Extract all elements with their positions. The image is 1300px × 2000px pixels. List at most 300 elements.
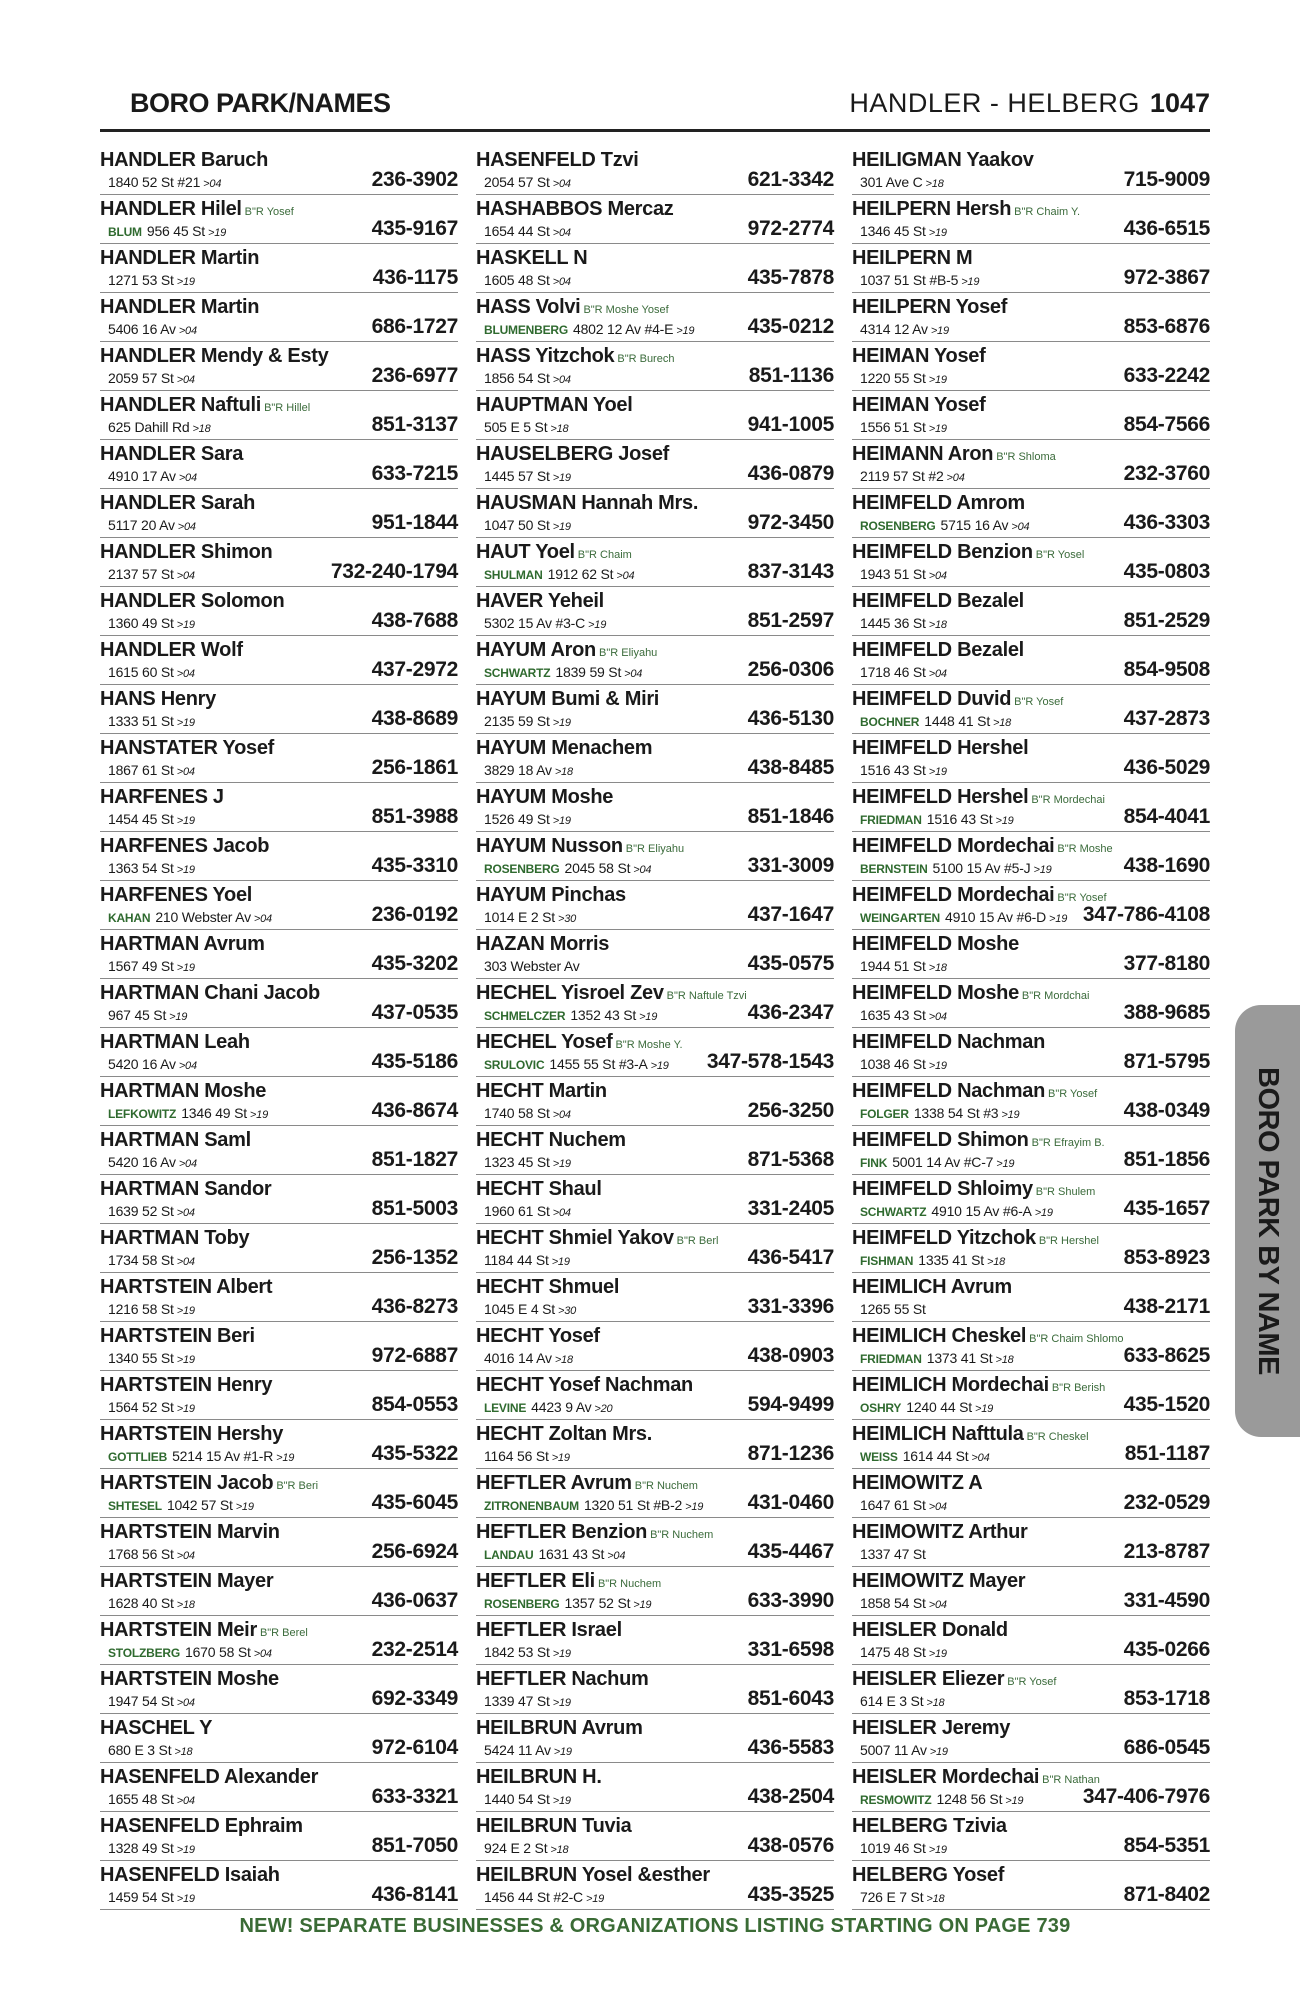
phone-number[interactable]: 438-8485 — [747, 756, 834, 779]
zip-suffix: >04 — [178, 325, 197, 337]
entry-name — [100, 1080, 266, 1102]
name-text: HAYUM Moshe — [476, 786, 614, 808]
listing-entry — [852, 489, 1210, 538]
entry-name — [476, 198, 673, 220]
zip-suffix: >04 — [203, 178, 222, 190]
entry-address — [484, 1546, 625, 1564]
listing-entry — [852, 685, 1210, 734]
zip-suffix: >19 — [551, 1256, 570, 1268]
listing-entry — [100, 783, 458, 832]
street-address: 1768 56 St — [108, 1546, 174, 1562]
name-text: HANDLER Shimon — [100, 541, 273, 563]
name-text: HEIMAN Yosef — [852, 345, 986, 367]
street-address: 1631 43 St — [538, 1546, 605, 1562]
phone-number[interactable]: 347-578-1543 — [706, 1050, 834, 1073]
phone-number[interactable]: 633-7215 — [371, 462, 458, 485]
phone-number[interactable]: 438-2171 — [1123, 1295, 1210, 1318]
name-text: HANDLER Hilel — [100, 198, 242, 220]
phone-number[interactable]: 213-8787 — [1123, 1540, 1210, 1563]
entry-address — [484, 517, 571, 535]
father-name: B"R Mordchai — [1021, 990, 1090, 1002]
entry-name — [476, 639, 657, 664]
listing-entry — [100, 1420, 458, 1469]
phone-number[interactable]: 851-1187 — [1124, 1442, 1210, 1465]
name-text: HASENFELD Alexander — [100, 1766, 319, 1788]
phone-number[interactable]: 436-0637 — [371, 1589, 458, 1612]
name-text: HEIMFELD Nachman — [852, 1080, 1046, 1102]
zip-suffix: >04 — [928, 570, 947, 582]
entry-name — [852, 1227, 1099, 1252]
phone-number[interactable]: 972-3450 — [747, 511, 834, 534]
phone-number[interactable]: 686-0545 — [1123, 1736, 1210, 1759]
name-text: HASKELL N — [476, 247, 588, 269]
zip-suffix: >19 — [1005, 1795, 1024, 1807]
zip-suffix: >19 — [1049, 913, 1068, 925]
phone-number[interactable]: 232-0529 — [1123, 1491, 1210, 1514]
phone-number[interactable]: 236-6977 — [371, 364, 458, 387]
father-name: B"R Moshe — [1057, 843, 1113, 855]
zip-suffix: >04 — [633, 864, 652, 876]
street-address: 1516 43 St — [926, 811, 993, 827]
zip-suffix: >04 — [176, 1697, 195, 1709]
entry-name — [100, 394, 310, 419]
zip-suffix: >19 — [650, 1060, 669, 1072]
listing-entry — [476, 587, 834, 636]
phone-number[interactable]: 256-1352 — [371, 1246, 458, 1269]
listing-entry — [476, 244, 834, 293]
phone-number[interactable]: 438-8689 — [371, 707, 458, 730]
phone-number[interactable]: 256-3250 — [747, 1099, 834, 1122]
phone-number[interactable]: 951-1844 — [371, 511, 458, 534]
phone-number[interactable]: 972-6104 — [371, 1736, 458, 1759]
name-text: HEILBRUN Tuvia — [476, 1815, 632, 1837]
street-address: 1654 44 St — [484, 223, 550, 239]
phone-number[interactable]: 854-9508 — [1123, 658, 1210, 681]
zip-suffix: >19 — [552, 815, 571, 827]
phone-number[interactable]: 972-3867 — [1123, 266, 1210, 289]
entry-address — [108, 1595, 195, 1613]
phone-number[interactable]: 437-0535 — [371, 1001, 458, 1024]
phone-number[interactable]: 331-3009 — [747, 854, 834, 877]
name-text: HEIMFELD Moshe — [852, 933, 1019, 955]
phone-number[interactable]: 236-0192 — [371, 903, 458, 926]
phone-number[interactable]: 435-3525 — [747, 1883, 834, 1906]
listing-entry — [100, 685, 458, 734]
listing-entry — [852, 587, 1210, 636]
street-address: 1856 54 St — [484, 370, 550, 386]
phone-number[interactable]: 437-2972 — [371, 658, 458, 681]
listing-entry — [100, 1371, 458, 1420]
phone-number[interactable]: 377-8180 — [1123, 952, 1210, 975]
entry-address — [484, 174, 571, 192]
phone-number[interactable]: 436-5130 — [747, 707, 834, 730]
phone-number[interactable]: 232-2514 — [371, 1638, 458, 1661]
phone-number[interactable]: 388-9685 — [1123, 1001, 1210, 1024]
phone-number[interactable]: 438-0349 — [1123, 1099, 1210, 1122]
street-address: 1944 51 St — [860, 958, 926, 974]
phone-number[interactable]: 633-2242 — [1123, 364, 1210, 387]
phone-number[interactable]: 435-1520 — [1123, 1393, 1210, 1416]
name-text: HARFENES Jacob — [100, 835, 270, 857]
entry-address — [860, 566, 947, 584]
phone-number[interactable]: 331-2405 — [747, 1197, 834, 1220]
entry-address — [484, 713, 571, 731]
page-range — [849, 88, 1210, 119]
phone-number[interactable]: 854-5351 — [1123, 1834, 1210, 1857]
entry-address — [484, 615, 606, 633]
name-text: HEISLER Donald — [852, 1619, 1008, 1641]
phone-number[interactable]: 851-2529 — [1123, 609, 1210, 632]
phone-number[interactable]: 436-6515 — [1123, 217, 1210, 240]
phone-number[interactable]: 436-1175 — [372, 266, 458, 289]
listing-entry — [476, 1175, 834, 1224]
phone-number[interactable]: 715-9009 — [1123, 168, 1210, 191]
name-text: HECHT Yosef Nachman — [476, 1374, 693, 1396]
phone-number[interactable]: 851-6043 — [747, 1687, 834, 1710]
street-address: 1220 55 St — [860, 370, 926, 386]
entry-address — [860, 517, 1029, 535]
zip-suffix: >19 — [928, 1844, 947, 1856]
entry-name — [100, 786, 224, 808]
phone-number[interactable]: 972-6887 — [371, 1344, 458, 1367]
phone-number[interactable]: 851-1856 — [1123, 1148, 1210, 1171]
phone-number[interactable]: 438-0903 — [747, 1344, 834, 1367]
phone-number[interactable]: 347-406-7976 — [1082, 1785, 1210, 1808]
listing-entry — [100, 832, 458, 881]
phone-number[interactable]: 851-7050 — [371, 1834, 458, 1857]
entry-name — [476, 1374, 693, 1396]
entry-name — [100, 1178, 271, 1200]
zip-suffix: >19 — [551, 1452, 570, 1464]
phone-number[interactable]: 732-240-1794 — [330, 560, 458, 583]
phone-number[interactable]: 431-0460 — [747, 1491, 834, 1514]
street-address: 1615 60 St — [108, 664, 174, 680]
entry-name — [100, 296, 259, 318]
phone-number[interactable]: 437-2873 — [1123, 707, 1210, 730]
name-text: HEIMFELD Hershel — [852, 737, 1029, 759]
name-text: HEIMFELD Shimon — [852, 1129, 1029, 1151]
listing-entry — [852, 1175, 1210, 1224]
listing-entry — [100, 146, 458, 195]
phone-number[interactable]: 594-9499 — [747, 1393, 834, 1416]
entry-address — [108, 615, 195, 633]
street-address: 1567 49 St — [108, 958, 174, 974]
listing-entry — [476, 440, 834, 489]
entry-name — [476, 1276, 619, 1298]
listing-entry — [476, 1224, 834, 1273]
entry-name — [852, 492, 1025, 514]
phone-number[interactable]: 972-2774 — [747, 217, 834, 240]
phone-number[interactable]: 435-4467 — [747, 1540, 834, 1563]
phone-number[interactable]: 436-8141 — [371, 1883, 458, 1906]
entry-address — [484, 1889, 604, 1907]
phone-number[interactable]: 854-4041 — [1123, 805, 1210, 828]
listing-entry — [852, 636, 1210, 685]
maiden-name: SCHWARTZ — [484, 666, 551, 680]
phone-number[interactable]: 347-786-4108 — [1082, 903, 1210, 926]
name-text: HARFENES J — [100, 786, 224, 808]
street-address: 1912 62 St — [547, 566, 614, 582]
zip-suffix: >19 — [930, 325, 949, 337]
phone-number[interactable]: 854-7566 — [1123, 413, 1210, 436]
phone-number[interactable]: 435-7878 — [747, 266, 834, 289]
entry-address — [860, 1448, 989, 1466]
entry-address — [860, 713, 1011, 731]
zip-suffix: >19 — [176, 815, 195, 827]
entry-name — [852, 1570, 1025, 1592]
phone-number[interactable]: 851-2597 — [747, 609, 834, 632]
phone-number[interactable]: 435-0212 — [747, 315, 834, 338]
street-address: 505 E 5 St — [484, 419, 548, 435]
listing-entry — [100, 1763, 458, 1812]
street-address: 1047 50 St — [484, 517, 550, 533]
entry-name — [852, 149, 1034, 171]
phone-number[interactable]: 436-3303 — [1123, 511, 1210, 534]
phone-number[interactable]: 256-0306 — [747, 658, 834, 681]
entry-address — [108, 909, 272, 927]
name-text: HEIMOWITZ A — [852, 1472, 983, 1494]
listing-entry — [476, 1028, 834, 1077]
entry-name — [100, 1227, 249, 1249]
listing-entry — [476, 1518, 834, 1567]
listing-entry — [476, 930, 834, 979]
entry-name — [476, 1668, 648, 1690]
listing-entry — [476, 783, 834, 832]
maiden-name: BOCHNER — [860, 715, 920, 729]
phone-number[interactable]: 851-1846 — [747, 805, 834, 828]
listing-entry — [852, 1616, 1210, 1665]
entry-name — [100, 345, 328, 367]
name-text: HEIMLICH Mordechai — [852, 1374, 1049, 1396]
street-address: 1867 61 St — [108, 762, 174, 778]
listing-entry — [100, 1077, 458, 1126]
phone-number[interactable]: 871-5795 — [1123, 1050, 1210, 1073]
phone-number[interactable]: 435-1657 — [1123, 1197, 1210, 1220]
phone-number[interactable]: 633-3321 — [371, 1785, 458, 1808]
zip-suffix: >04 — [552, 276, 571, 288]
phone-number[interactable]: 436-5417 — [747, 1246, 834, 1269]
entry-name — [100, 982, 320, 1004]
street-address: 1628 40 St — [108, 1595, 174, 1611]
column-2 — [476, 146, 834, 1910]
entry-address — [484, 1497, 703, 1515]
phone-number[interactable]: 621-3342 — [747, 168, 834, 191]
maiden-name: WEISS — [860, 1450, 898, 1464]
phone-number[interactable]: 436-8273 — [371, 1295, 458, 1318]
phone-number[interactable]: 435-6045 — [371, 1491, 458, 1514]
entry-address — [860, 174, 944, 192]
entry-address — [860, 615, 947, 633]
listing-entry — [476, 1763, 834, 1812]
street-address: 5424 11 Av — [484, 1742, 551, 1758]
listing-entry — [100, 1714, 458, 1763]
phone-number[interactable]: 435-3310 — [371, 854, 458, 877]
phone-number[interactable]: 692-3349 — [371, 1687, 458, 1710]
phone-number[interactable]: 436-0879 — [747, 462, 834, 485]
phone-number[interactable]: 232-3760 — [1123, 462, 1210, 485]
entry-name — [476, 590, 604, 612]
phone-number[interactable]: 436-8674 — [371, 1099, 458, 1122]
phone-number[interactable]: 851-1136 — [748, 364, 834, 387]
zip-suffix: >04 — [928, 1501, 947, 1513]
phone-number[interactable]: 853-6876 — [1123, 315, 1210, 338]
entry-address — [860, 664, 947, 682]
father-name: B"R Berel — [259, 1627, 308, 1639]
entry-name — [100, 933, 265, 955]
entry-name — [476, 933, 609, 955]
zip-suffix: >19 — [633, 1599, 652, 1611]
entry-name — [100, 1276, 272, 1298]
phone-number[interactable]: 853-1718 — [1123, 1687, 1210, 1710]
entry-name — [852, 1619, 1008, 1641]
listing-entry — [852, 881, 1210, 930]
name-text: HARTMAN Avrum — [100, 933, 265, 955]
phone-number[interactable]: 438-7688 — [371, 609, 458, 632]
street-address: 726 E 7 St — [860, 1889, 924, 1905]
phone-number[interactable]: 851-5003 — [371, 1197, 458, 1220]
name-text: HEISLER Jeremy — [852, 1717, 1011, 1739]
phone-number[interactable]: 436-5029 — [1123, 756, 1210, 779]
phone-number[interactable]: 686-1727 — [371, 315, 458, 338]
entry-name — [852, 1717, 1010, 1739]
phone-number[interactable]: 256-6924 — [371, 1540, 458, 1563]
street-address: 1357 52 St — [564, 1595, 631, 1611]
phone-number[interactable]: 438-1690 — [1123, 854, 1210, 877]
listing-entry — [100, 1665, 458, 1714]
zip-suffix: >18 — [928, 962, 947, 974]
father-name: B"R Hershel — [1038, 1235, 1099, 1247]
entry-name — [100, 639, 243, 661]
name-text: HEIMFELD Mordechai — [852, 835, 1055, 857]
listing-entry — [852, 783, 1210, 832]
father-name: B"R Chaim — [577, 549, 632, 561]
phone-number[interactable]: 331-4590 — [1123, 1589, 1210, 1612]
listing-entry — [852, 930, 1210, 979]
entry-name — [476, 1619, 622, 1641]
listing-entry — [852, 1665, 1210, 1714]
phone-number[interactable]: 941-1005 — [747, 413, 834, 436]
phone-number[interactable]: 436-2347 — [747, 1001, 834, 1024]
street-address: 1556 51 St — [860, 419, 926, 435]
name-text: HEILBRUN H. — [476, 1766, 602, 1788]
zip-suffix: >19 — [176, 1844, 195, 1856]
maiden-name: SCHWARTZ — [860, 1205, 927, 1219]
name-text: HEIMFELD Benzion — [852, 541, 1033, 563]
entry-address — [860, 1350, 1014, 1368]
entry-name — [100, 590, 284, 612]
phone-number[interactable]: 435-3202 — [371, 952, 458, 975]
zip-suffix: >19 — [961, 276, 980, 288]
street-address: 1455 55 St #3-A — [549, 1056, 648, 1072]
phone-number[interactable]: 871-1236 — [747, 1442, 834, 1465]
phone-number[interactable]: 331-3396 — [747, 1295, 834, 1318]
phone-number[interactable]: 437-1647 — [747, 903, 834, 926]
entry-name — [852, 982, 1089, 1007]
name-text: HANSTATER Yosef — [100, 737, 275, 759]
maiden-name: LEFKOWITZ — [108, 1107, 177, 1121]
father-name: B"R Naftule Tzvi — [666, 990, 747, 1002]
maiden-name: SCHMELCZER — [484, 1009, 566, 1023]
phone-number[interactable]: 435-0575 — [747, 952, 834, 975]
zip-suffix: >18 — [926, 1697, 945, 1709]
phone-number[interactable]: 633-8625 — [1123, 1344, 1210, 1367]
listing-entry — [852, 1077, 1210, 1126]
phone-number[interactable]: 435-0266 — [1123, 1638, 1210, 1661]
entry-name — [476, 1717, 643, 1739]
phone-number[interactable]: 853-8923 — [1123, 1246, 1210, 1269]
street-address: 3829 18 Av — [484, 762, 552, 778]
listing-entry — [476, 685, 834, 734]
entry-address — [108, 1154, 197, 1172]
side-tab[interactable] — [1235, 1005, 1300, 1437]
street-address: 1475 48 St — [860, 1644, 926, 1660]
name-text: HARTSTEIN Beri — [100, 1325, 255, 1347]
phone-number[interactable]: 236-3902 — [371, 168, 458, 191]
street-address: 1943 51 St — [860, 566, 926, 582]
father-name: B"R Burech — [617, 353, 675, 365]
phone-number[interactable]: 854-0553 — [371, 1393, 458, 1416]
entry-address — [860, 1693, 944, 1711]
phone-number[interactable]: 256-1861 — [371, 756, 458, 779]
phone-number[interactable]: 435-5322 — [371, 1442, 458, 1465]
entry-address — [108, 468, 197, 486]
listing-entry — [852, 293, 1210, 342]
zip-suffix: >04 — [928, 1599, 947, 1611]
name-text: HEIMFELD Shloimy — [852, 1178, 1033, 1200]
listing-entry — [100, 1028, 458, 1077]
street-address: 1960 61 St — [484, 1203, 550, 1219]
entry-name — [476, 1815, 631, 1837]
entry-address — [484, 1301, 576, 1319]
street-address: 1352 43 St — [570, 1007, 637, 1023]
phone-number[interactable]: 436-5583 — [747, 1736, 834, 1759]
entry-name — [852, 639, 1024, 661]
entry-address — [484, 1056, 669, 1074]
entry-address — [108, 1056, 197, 1074]
phone-number[interactable]: 435-0803 — [1123, 560, 1210, 583]
father-name: B"R Chaim Y. — [1014, 206, 1081, 218]
phone-number[interactable]: 438-2504 — [747, 1785, 834, 1808]
name-text: HARTSTEIN Meir — [100, 1619, 257, 1641]
listing-entry — [100, 391, 458, 440]
phone-number[interactable]: 837-3143 — [747, 560, 834, 583]
street-address: 5007 11 Av — [860, 1742, 927, 1758]
phone-number[interactable]: 435-9167 — [371, 217, 458, 240]
name-text: HEIMFELD Bezalel — [852, 590, 1024, 612]
street-address: 2054 57 St — [484, 174, 550, 190]
phone-number[interactable]: 851-1827 — [371, 1148, 458, 1171]
phone-number[interactable]: 851-3137 — [371, 413, 458, 436]
phone-number[interactable]: 633-3990 — [747, 1589, 834, 1612]
entry-name — [852, 1815, 1007, 1837]
phone-number[interactable]: 438-0576 — [747, 1834, 834, 1857]
phone-number[interactable]: 871-8402 — [1123, 1883, 1210, 1906]
name-text: HASHABBOS Mercaz — [476, 198, 674, 220]
father-name: B"R Nuchem — [634, 1480, 698, 1492]
phone-number[interactable]: 435-5186 — [371, 1050, 458, 1073]
name-text: HAZAN Morris — [476, 933, 610, 955]
zip-suffix: >30 — [557, 1305, 577, 1317]
entry-name — [476, 1521, 713, 1546]
maiden-name: BERNSTEIN — [860, 862, 928, 876]
entry-address — [860, 762, 947, 780]
listing-entry — [476, 391, 834, 440]
phone-number[interactable]: 871-5368 — [747, 1148, 834, 1171]
side-tab-label: BORO PARK BY NAME — [1252, 1067, 1284, 1375]
phone-number[interactable]: 851-3988 — [371, 805, 458, 828]
listing-entry — [100, 1518, 458, 1567]
phone-number[interactable]: 331-6598 — [747, 1638, 834, 1661]
